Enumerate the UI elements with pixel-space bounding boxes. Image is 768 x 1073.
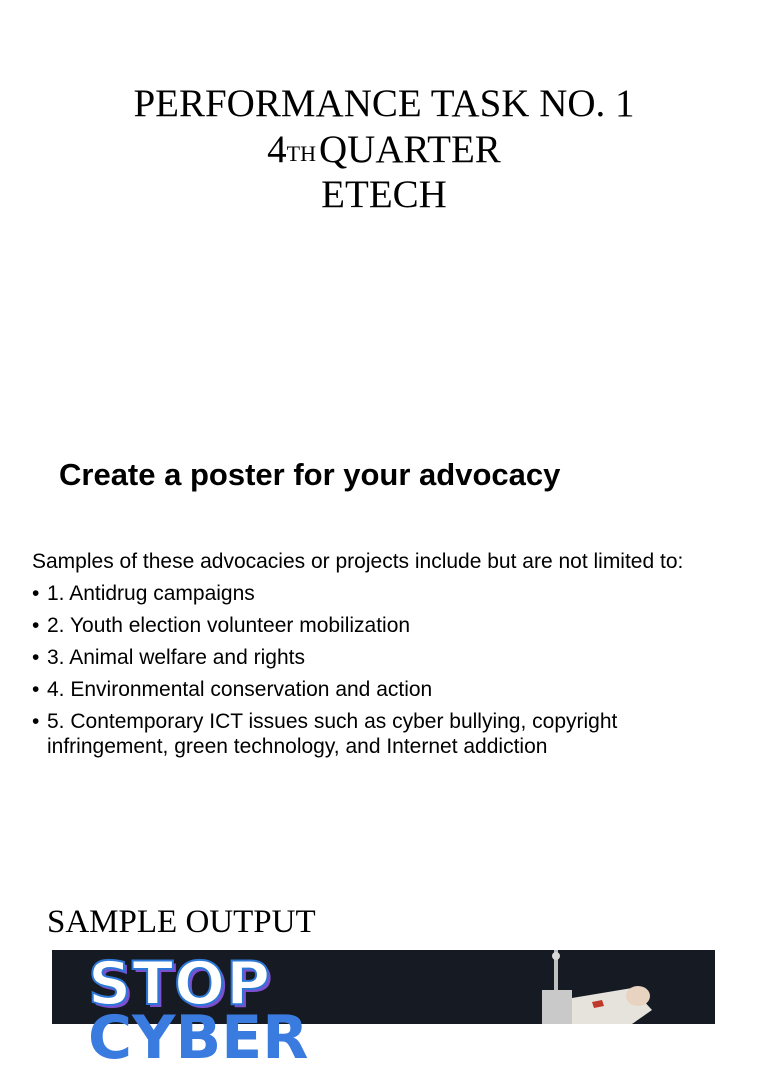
sample-poster-image <box>52 949 715 1073</box>
list-item-text: 2. Youth election volunteer mobilization <box>47 614 411 637</box>
list-item-text: 1. Antidrug campaigns <box>47 582 255 605</box>
intro-text: Samples of these advocacies or projects include but are not limited to: <box>32 550 684 573</box>
bullet-icon: • <box>32 614 40 637</box>
list-item-text: 3. Animal welfare and rights <box>47 646 305 669</box>
bullet-icon: • <box>32 582 40 605</box>
list-item-text: 4. Environmental conservation and action <box>47 678 433 701</box>
advocacy-list <box>32 581 732 766</box>
quarter-number: 4 <box>267 128 287 171</box>
quarter-word: QUARTER <box>319 128 501 171</box>
bullet-icon: • <box>32 710 40 733</box>
list-item <box>32 677 732 702</box>
poster-subheadline: CYBER <box>88 1003 309 1073</box>
task-heading: Create a poster for your advocacy <box>59 457 561 492</box>
poster-figure-illustration <box>522 950 662 1024</box>
slide-title-line-3: ETECH <box>321 173 447 216</box>
list-item <box>32 613 732 638</box>
slide-title-line-2 <box>0 127 768 172</box>
list-item <box>32 645 732 670</box>
list-item-text: 5. Contemporary ICT issues such as cyber bullying, copyright infringement, green technology, and Internet addiction <box>47 710 618 758</box>
bullet-icon: • <box>32 678 40 701</box>
sample-output-label: SAMPLE OUTPUT <box>47 904 316 940</box>
slide-title-line-1: PERFORMANCE TASK NO. 1 <box>133 82 635 125</box>
quarter-ordinal-suffix: TH <box>286 141 316 166</box>
poster-headline: STOP <box>88 949 272 1019</box>
bullet-icon: • <box>32 646 40 669</box>
list-item <box>32 581 732 606</box>
list-item <box>32 709 732 759</box>
